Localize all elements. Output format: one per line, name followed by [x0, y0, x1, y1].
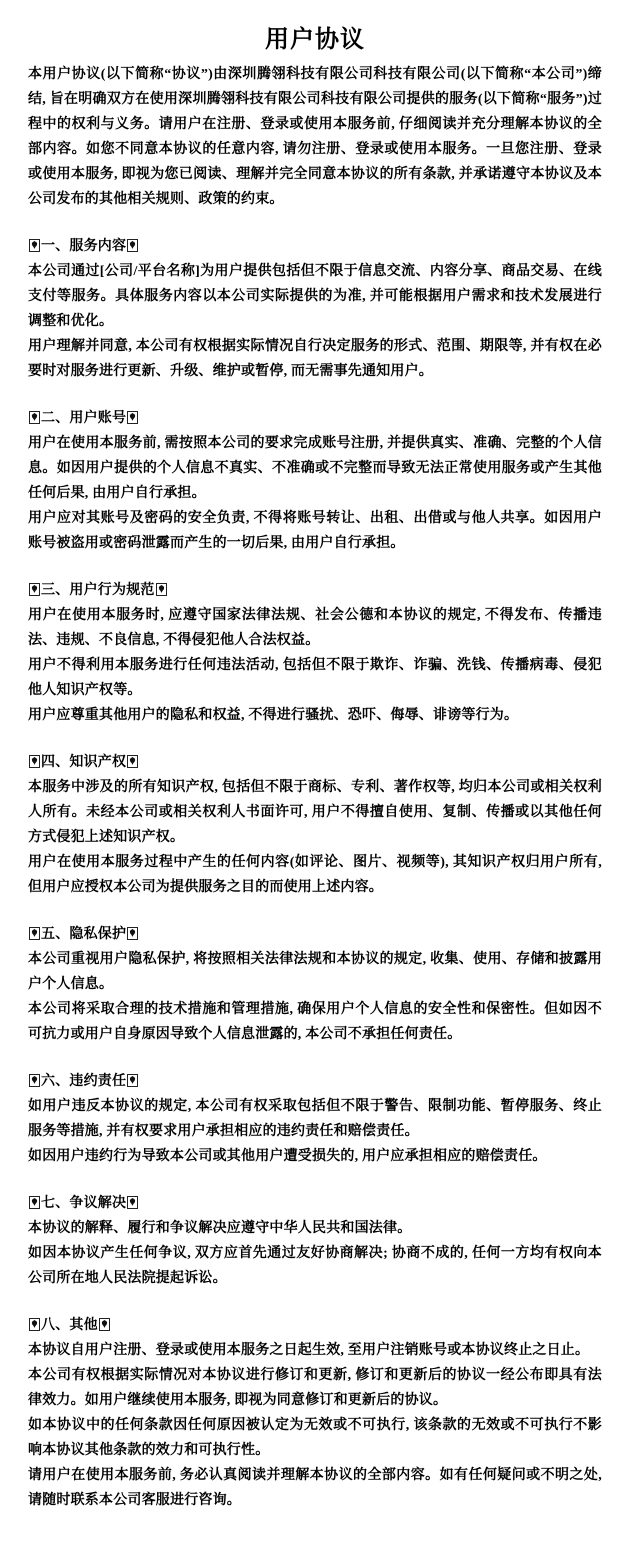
- paragraph: 如因用户违约行为导致本公司或其他用户遭受损失的, 用户应承担相应的赔偿责任。: [28, 1149, 547, 1164]
- section-miscellaneous: [28, 1313, 602, 1513]
- missing-glyph-icon: [127, 755, 138, 768]
- missing-glyph-icon: [127, 927, 138, 940]
- missing-glyph-icon: [29, 927, 40, 940]
- paragraph: 用户在使用本服务前, 需按照本公司的要求完成账号注册, 并提供真实、准确、完整的个人信息。如因用户提供的个人信息不真实、不准确或不完整而导致无法正常使用服务或产生其他任何后果, 由用户自行承担。: [28, 436, 602, 501]
- paragraph: 如因本协议产生任何争议, 双方应首先通过友好协商解决; 协商不成的, 任何一方均有权向本公司所在地人民法院提起诉讼。: [28, 1246, 602, 1286]
- missing-glyph-icon: [99, 1318, 110, 1331]
- section-heading: [28, 234, 602, 259]
- section-breach-liability: [28, 1069, 602, 1169]
- section-heading: [28, 578, 602, 603]
- missing-glyph-icon: [29, 1196, 40, 1209]
- paragraph: 本协议的解释、履行和争议解决应遵守中华人民共和国法律。: [28, 1221, 412, 1236]
- paragraph: 本协议自用户注册、登录或使用本服务之日起生效, 至用户注销账号或本协议终止之日止。: [28, 1343, 590, 1358]
- section-intellectual-property: [28, 750, 602, 900]
- section-heading-label: 四、知识产权: [41, 755, 127, 770]
- section-service-content: [28, 234, 602, 384]
- missing-glyph-icon: [29, 1318, 40, 1331]
- missing-glyph-icon: [127, 411, 138, 424]
- section-privacy-protection: [28, 922, 602, 1047]
- section-heading: [28, 406, 602, 431]
- paragraph: 如本协议中的任何条款因任何原因被认定为无效或不可执行, 该条款的无效或不可执行不影响本协议其他条款的效力和可执行性。: [28, 1418, 602, 1458]
- paragraph: 请用户在使用本服务前, 务必认真阅读并理解本协议的全部内容。如有任何疑问或不明之处, 请随时联系本公司客服进行咨询。: [28, 1468, 602, 1508]
- missing-glyph-icon: [29, 755, 40, 768]
- section-heading: [28, 1191, 602, 1216]
- paragraph: 用户在使用本服务过程中产生的任何内容(如评论、图片、视频等), 其知识产权归用户所有, 但用户应授权本公司为提供服务之目的而使用上述内容。: [28, 855, 602, 895]
- missing-glyph-icon: [29, 1074, 40, 1087]
- paragraph: 如用户违反本协议的规定, 本公司有权采取包括但不限于警告、限制功能、暂停服务、终止服务等措施, 并有权要求用户承担相应的违约责任和赔偿责任。: [28, 1099, 602, 1139]
- paragraph: 本公司通过[公司/平台名称]为用户提供包括但不限于信息交流、内容分享、商品交易、在线支付等服务。具体服务内容以本公司实际提供的为准, 并可能根据用户需求和技术发展进行调整和优化。: [28, 264, 602, 329]
- section-heading-label: 八、其他: [41, 1318, 98, 1333]
- intro-paragraph: 本用户协议(以下简称“协议”)由深圳腾翎科技有限公司科技有限公司(以下简称“本公司”)缔结, 旨在明确双方在使用深圳腾翎科技有限公司科技有限公司提供的服务(以下简称“服务”)过程中的权利与义务。请用户在注册、登录或使用本服务前, 仔细阅读并充分理解本协议的全部内容。如您不同意本协议的任意内容, 请勿注册、登录或使用本服务。一旦您注册、登录或使用本服务, 即视为您已阅读、理解并完全同意本协议的所有条款, 并承诺遵守本协议及本公司发布的其他相关规则、政策的约束。: [28, 67, 602, 207]
- missing-glyph-icon: [29, 583, 40, 596]
- section-heading-label: 一、服务内容: [41, 239, 127, 254]
- paragraph: 用户应对其账号及密码的安全负责, 不得将账号转让、出租、出借或与他人共享。如因用户账号被盗用或密码泄露而产生的一切后果, 由用户自行承担。: [28, 511, 602, 551]
- section-heading: [28, 1313, 602, 1338]
- section-heading-label: 七、争议解决: [41, 1196, 127, 1211]
- section-heading-label: 二、用户账号: [41, 411, 127, 426]
- paragraph: 本公司将采取合理的技术措施和管理措施, 确保用户个人信息的安全性和保密性。但如因不可抗力或用户自身原因导致个人信息泄露的, 本公司不承担任何责任。: [28, 1002, 602, 1042]
- paragraph: 用户在使用本服务时, 应遵守国家法律法规、社会公德和本协议的规定, 不得发布、传播违法、违规、不良信息, 不得侵犯他人合法权益。: [28, 608, 602, 648]
- section-user-conduct: [28, 578, 602, 728]
- paragraph: 本服务中涉及的所有知识产权, 包括但不限于商标、专利、著作权等, 均归本公司或相关权利人所有。未经本公司或相关权利人书面许可, 用户不得擅自使用、复制、传播或以其他任何方式侵犯上述知识产权。: [28, 780, 602, 845]
- section-user-account: [28, 406, 602, 556]
- section-heading-label: 六、违约责任: [41, 1074, 127, 1089]
- paragraph: 本公司有权根据实际情况对本协议进行修订和更新, 修订和更新后的协议一经公布即具有法律效力。如用户继续使用本服务, 即视为同意修订和更新后的协议。: [28, 1368, 602, 1408]
- section-dispute-resolution: [28, 1191, 602, 1291]
- paragraph: 用户不得利用本服务进行任何违法活动, 包括但不限于欺诈、诈骗、洗钱、传播病毒、侵犯他人知识产权等。: [28, 658, 602, 698]
- missing-glyph-icon: [127, 1074, 138, 1087]
- section-heading: [28, 922, 602, 947]
- missing-glyph-icon: [127, 239, 138, 252]
- paragraph: 本公司重视用户隐私保护, 将按照相关法律法规和本协议的规定, 收集、使用、存储和披露用户个人信息。: [28, 952, 602, 992]
- section-heading-label: 三、用户行为规范: [41, 583, 155, 598]
- section-heading-label: 五、隐私保护: [41, 927, 127, 942]
- paragraph: 用户理解并同意, 本公司有权根据实际情况自行决定服务的形式、范围、期限等, 并有权在必要时对服务进行更新、升级、维护或暂停, 而无需事先通知用户。: [28, 339, 602, 379]
- page-title: 用户协议: [265, 27, 365, 53]
- missing-glyph-icon: [29, 411, 40, 424]
- paragraph: 用户应尊重其他用户的隐私和权益, 不得进行骚扰、恐吓、侮辱、诽谤等行为。: [28, 708, 519, 723]
- missing-glyph-icon: [156, 583, 167, 596]
- missing-glyph-icon: [29, 239, 40, 252]
- section-heading: [28, 1069, 602, 1094]
- section-heading: [28, 750, 602, 775]
- missing-glyph-icon: [127, 1196, 138, 1209]
